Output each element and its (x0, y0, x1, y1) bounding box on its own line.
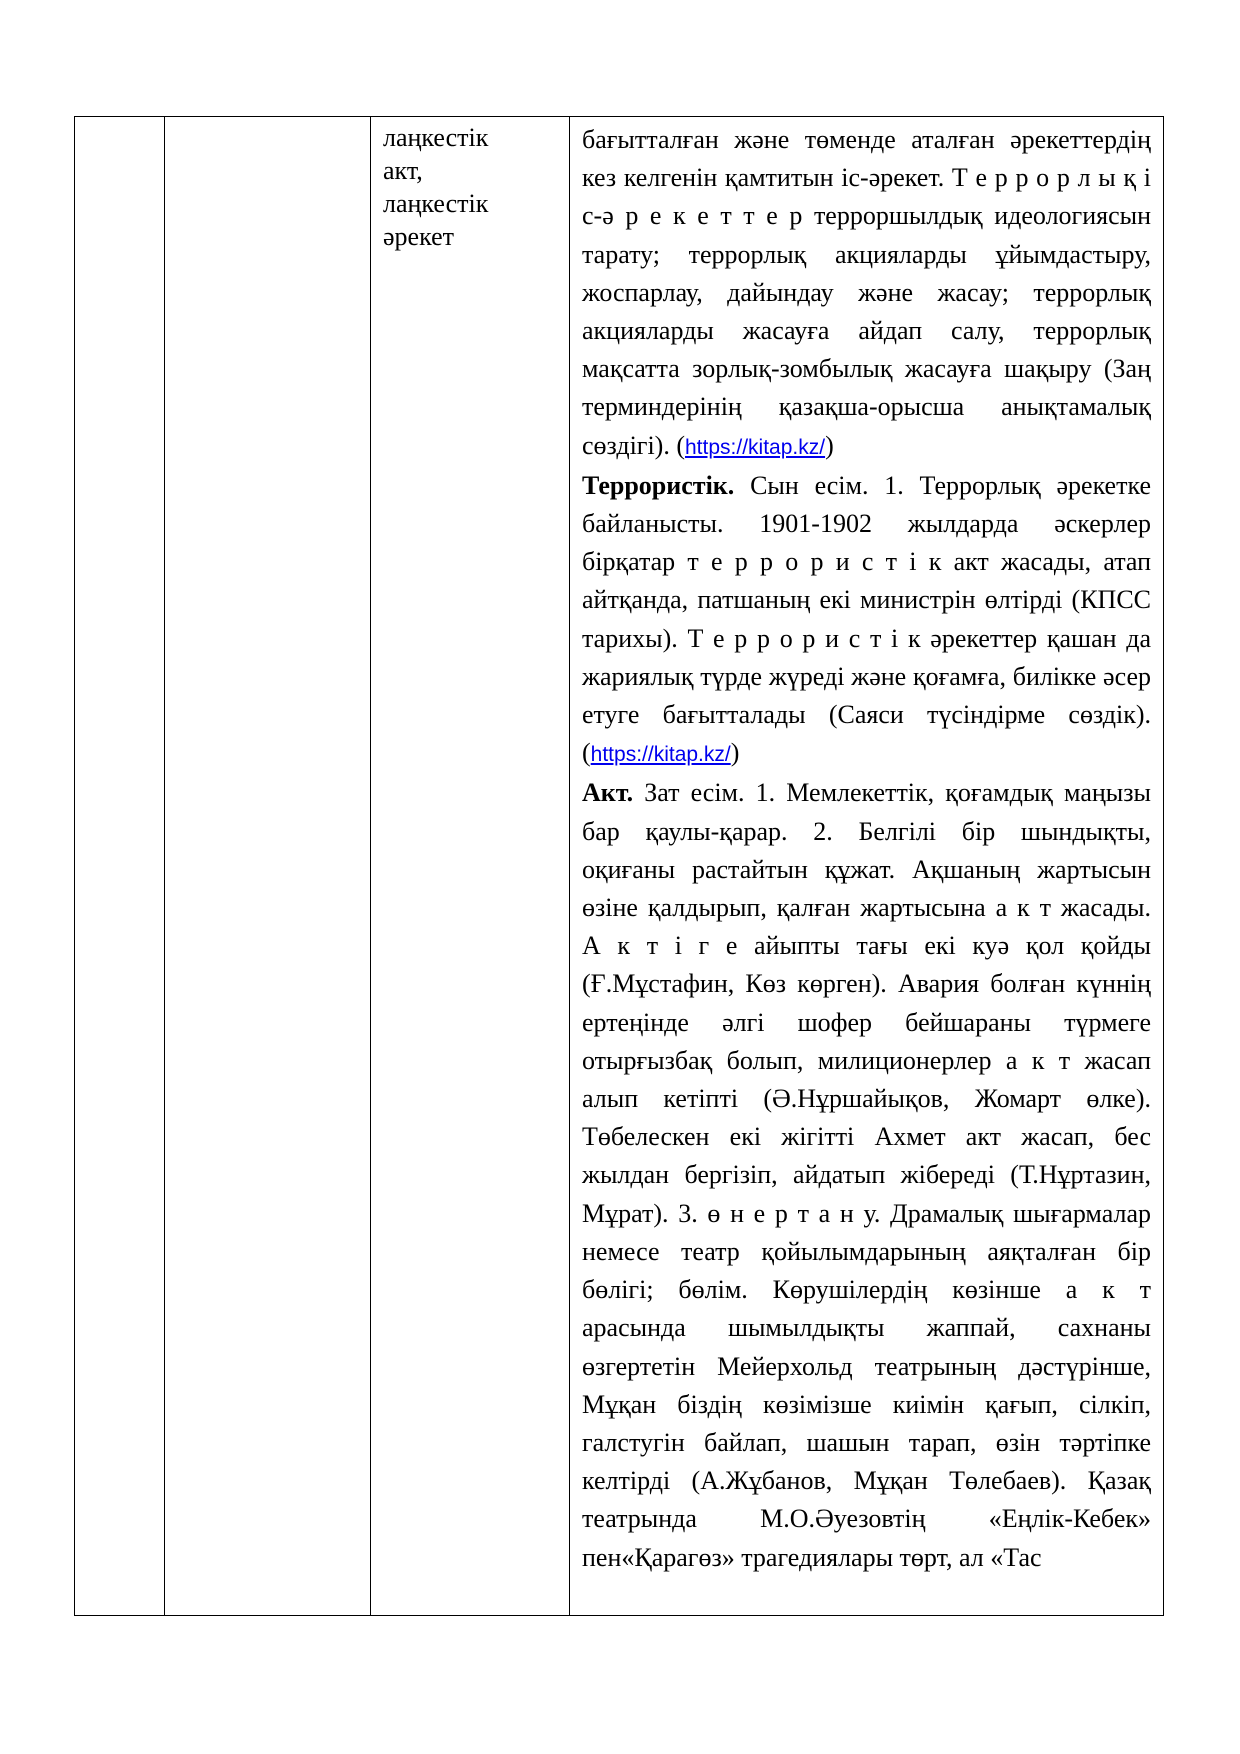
entry-label: Террористік. (582, 470, 735, 500)
source-link[interactable]: https://kitap.kz/ (590, 743, 731, 767)
term-line: акт, (383, 156, 423, 185)
definition-entry (582, 467, 1151, 775)
entry-label: Акт. (582, 778, 634, 808)
definition-entry (582, 121, 1151, 467)
definition-table (74, 116, 1164, 1616)
entry-text: бағытталған және төменде аталған әрекеттердің кез келгенін қамтитын іс-әрекет. Т е р р о р л ы қ і с-ә р е к е т т е р терроршылдық идеологиясын тарату; террорлық акцияларды ұйымдастыру, жоспарлау, дайындау және жасау; террорлық акцияларды жасауға айдап салу, террорлық мақсатта зорлық-зомбылық жасауға шақыру (Заң терминдерінің қазақша-орысша анықтамалық сөздігі). ( (582, 125, 1151, 460)
term-line: әрекет (383, 222, 454, 251)
source-link[interactable]: https://kitap.kz/ (685, 435, 826, 459)
table-row (75, 117, 1164, 1616)
entry-text: Зат есім. 1. Мемлекеттік, қоғамдық маңызы бар қаулы-қарар. 2. Белгілі бір шындықты, оқиғаны растайтын құжат. Ақшаның жартысын өзіне қалдырып, қалған жартысына а к т жасады. А к т і г е айыпты тағы екі куә қол қойды (Ғ.Мұстафин, Көз көрген). Авария болған күннің ертеңінде әлгі шофер бейшараны түрмеге отырғызбақ болып, милиционерлер а к т жасап алып кетіпті (Ә.Нұршайықов, Жомарт өлке). Төбелескен екі жігітті Ахмет акт жасап, бес жылдан бергізіп, айдатып жібереді (Т.Нұртазин, Мұрат). 3. ө н е р т а н у. Драмалық шығармалар немесе театр қойылымдарының аяқталған бір бөлігі; бөлім. Көрушілердің көзінше а к т арасында шымылдықты жаппай, сахнаны өзгертетін Мейерхольд театрының дәстүрінше, Мұқан біздің көзімізше киімін қағып, сілкіп, галстугін байлап, шашын тарап, өзін тәртіпке келтірді (А.Жұбанов, Мұқан Төлебаев). Қазақ театрында М.О.Әуезовтің «Еңлік-Кебек» пен«Қарагөз» трагедиялары төрт, ал «Тас (582, 778, 1151, 1572)
term-line: лаңкестік (383, 123, 489, 152)
entry-closing: ) (730, 738, 740, 768)
definition-cell (570, 117, 1164, 1616)
definition-entry (582, 774, 1151, 1576)
entry-text: Сын есім. 1. Террорлық әрекетке байланысты. 1901-1902 жылдарда әскерлер бірқатар т е р р о р и с т і к акт жасады, атап айтқанда, патшаның екі министрін өлтірді (КПСС тарихы). Т е р р о р и с т і к әрекеттер қашан да жариялық түрде жүреді және қоғамға, билікке әсер етуге бағытталады (Саяси түсіндірме сөздік). ( (582, 470, 1151, 768)
empty-cell (165, 117, 371, 1616)
term-line: лаңкестік (383, 189, 489, 218)
term-cell (371, 117, 570, 1616)
entry-closing: ) (825, 430, 834, 460)
number-cell (75, 117, 165, 1616)
